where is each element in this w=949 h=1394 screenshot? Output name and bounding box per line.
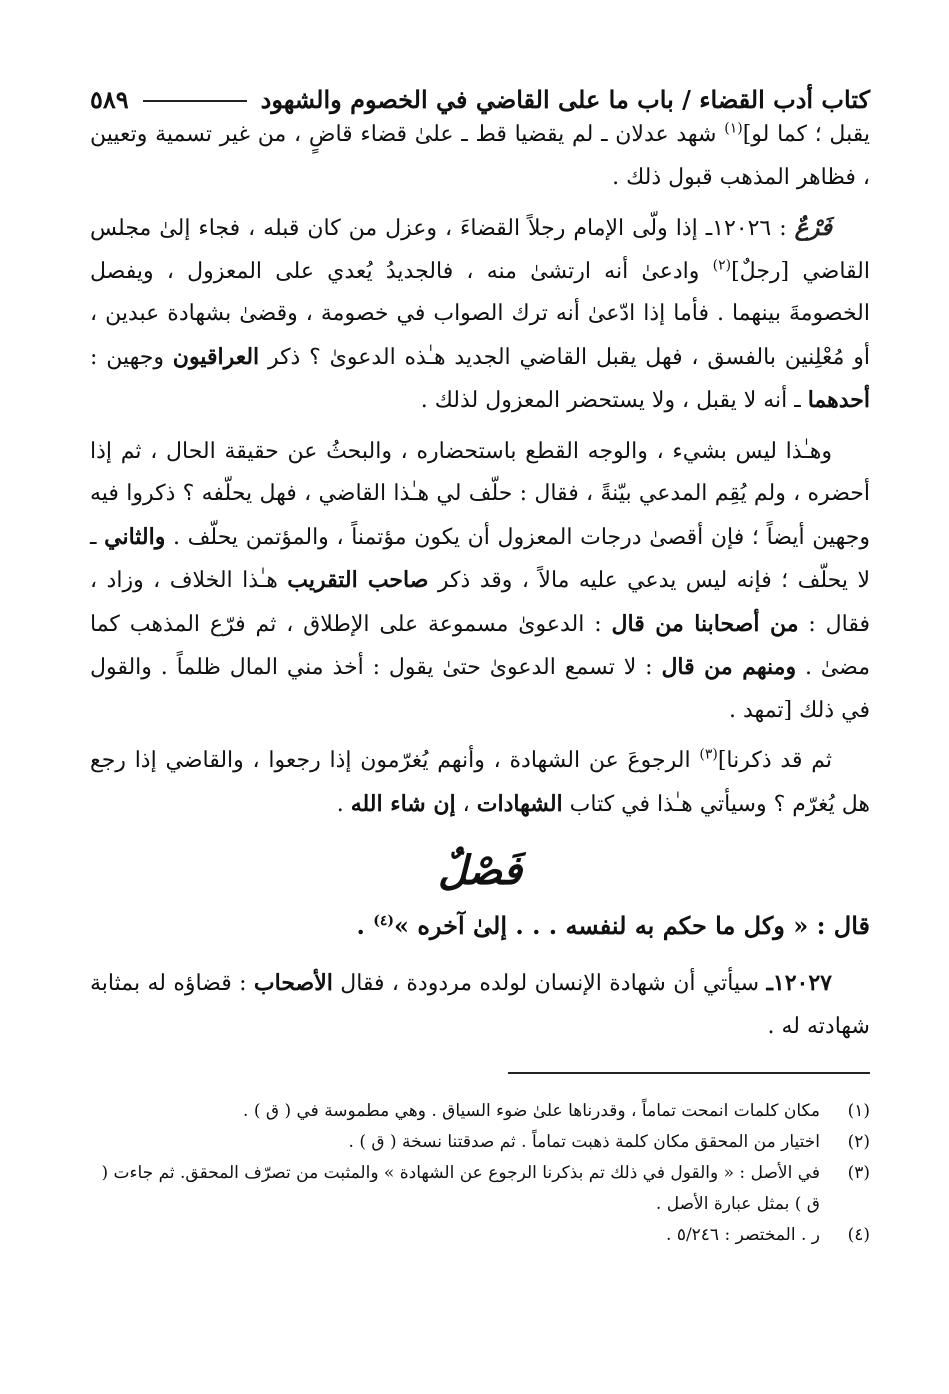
footnote-separator [508,1072,870,1074]
text-run: . [336,791,351,817]
paragraph-1 [90,114,870,199]
bold-term: العراقيون [172,343,260,370]
text-run: يقبل ؛ كما لو] [742,122,870,147]
footnote-text: مكان كلمات انمحت تماماً ، وقدرناها علىٰ ضوء السياق . وهي مطموسة في ( ق ) . [243,1101,820,1121]
footnote-number: (٣) [847,1163,870,1183]
fasl-heading: فَصْلٌ [437,847,523,894]
text-run: وجهين : [90,344,173,370]
footnote-number: (٤) [847,1225,870,1245]
bold-term: ومنهم من قال [661,654,797,680]
text-run: : لا تسمع الدعوىٰ حتىٰ يقول : أخذ مني المال ظلماً . والقول في ذلك [تمهد . [90,655,870,723]
text-run: : ١٢٠٢٦ـ إذا ولّى الإمام رجلاً القضاءَ ، وعزل من كان قبله ، فجاء إلىٰ مجلس القاضي [رجلٌ] [90,216,870,284]
footnotes [90,1096,870,1251]
bold-term: الأصحاب [253,970,333,996]
header-rule [143,100,247,102]
footnote-number: (٢) [847,1132,870,1152]
text-run: ـ أنه لا يقبل ، ولا يستحضر المعزول لذلك . [420,388,808,413]
page-number: ٥٨٩ [90,85,129,114]
header-title: كتاب أدب القضاء / باب ما على القاضي في الخصوم والشهود [260,85,870,114]
text-run: شهد عدلان ـ لم يقضيا قط ـ علىٰ قضاء قاضٍ ، من غير تسمية وتعيين ، فظاهر المذهب قبول ذلك . [90,122,870,190]
text-run: ثم قد ذكرنا] [717,748,832,773]
footnote-number: (١) [847,1101,870,1121]
text-run: هـٰذا الخلاف ، وزاد ، فقال : [90,568,871,637]
footnote [90,1158,870,1220]
bold-term: من أصحابنا من قال [611,610,799,637]
footnote-text: في الأصل : « والقول في ذلك تم بذكرنا الرجوع عن الشهادة » والمثبت من تصرّف المحقق. ثم جاءت ( ق ) بمثل عبارة الأصل . [101,1163,820,1214]
text-run: : الدعوىٰ مسموعة على الإطلاق ، ثم فرّع المذهب كما مضىٰ . [90,611,871,680]
footnote [90,1096,870,1127]
paragraph-4 [90,740,870,826]
bold-term: إن شاء الله [350,790,456,817]
footnote-ref-4: (٤) [373,913,394,929]
footnote-text: اختيار من المحقق مكان كلمة ذهبت تماماً . ثم صدقتنا نسخة ( ق ) . [348,1132,820,1152]
text-run: ، [455,791,477,817]
paragraph-5 [90,962,870,1048]
text-run: : قضاؤه له بمثابة شهادته له . [90,971,870,1039]
issue-number: ١٢٠٢٧ـ [766,970,832,996]
bold-term: والثاني [104,523,166,550]
book-page [90,70,870,1251]
footnote-ref-2: (٢) [712,257,732,274]
bold-term: الشهادات [476,790,563,817]
far-heading: فَرْعٌ [794,214,832,241]
text-run: سيأتي أن شهادة الإنسان لولده مردودة ، فقال [332,971,767,996]
footnote-ref-1: (١) [724,120,743,137]
text-run: وهـٰذا ليس بشيء ، والوجه القطع باستحضاره ، والبحثُ عن حقيقة الحال ، ثم إذا أحضره ، ولم يُقِم المدعي بيّنةً ، فقال : حلّف لي هـٰذا القاضي ، فهل يحلّفه ؟ ذكروا فيه وجهين أيضاً ؛ فإن أقصىٰ درجات المعزول أن يكون مؤتمناً ، والمؤتمن يحلّف . [90,438,870,550]
text-run: ـ لا يحلّف ؛ فإنه ليس يدعي عليه مالاً ، وقد ذكر [90,524,871,593]
text-run: الرجوعَ عن الشهادة ، وأنهم يُغرّمون إذا رجعوا ، والقاضي إذا رجع هل يُغرّم ؟ وسيأتي هـٰذا في كتاب [90,748,870,817]
paragraph-2 [90,207,870,423]
running-header [90,70,870,114]
bold-term: أحدهما [807,387,870,413]
footnote-text: ر . المختصر : ٥/٢٤٦ . [666,1225,820,1245]
qala-line [90,904,870,948]
quote-text: قال : « وكل ما حكم به لنفسه . . . إلىٰ آخره » [393,911,870,940]
footnote [90,1127,870,1158]
footnote-ref-3: (٣) [699,746,718,763]
footnote [90,1220,870,1251]
bold-term: صاحب التقريب [287,567,429,593]
text-run: . [356,911,374,940]
text-run: وادعىٰ أنه ارتشىٰ منه ، فالجديدُ يُعدي على المعزول ، ويفصل الخصومةَ بينهما . فأما إذا ادّعىٰ أنه ترك الصواب في خصومة ، وقضىٰ بشهادة عبدين ، أو مُعْلِنين بالفسق ، فهل يقبل القاضي الجديد هـٰذه الدعوىٰ ؟ ذكر [90,258,870,370]
main-text [90,114,870,1048]
paragraph-3 [90,431,870,733]
